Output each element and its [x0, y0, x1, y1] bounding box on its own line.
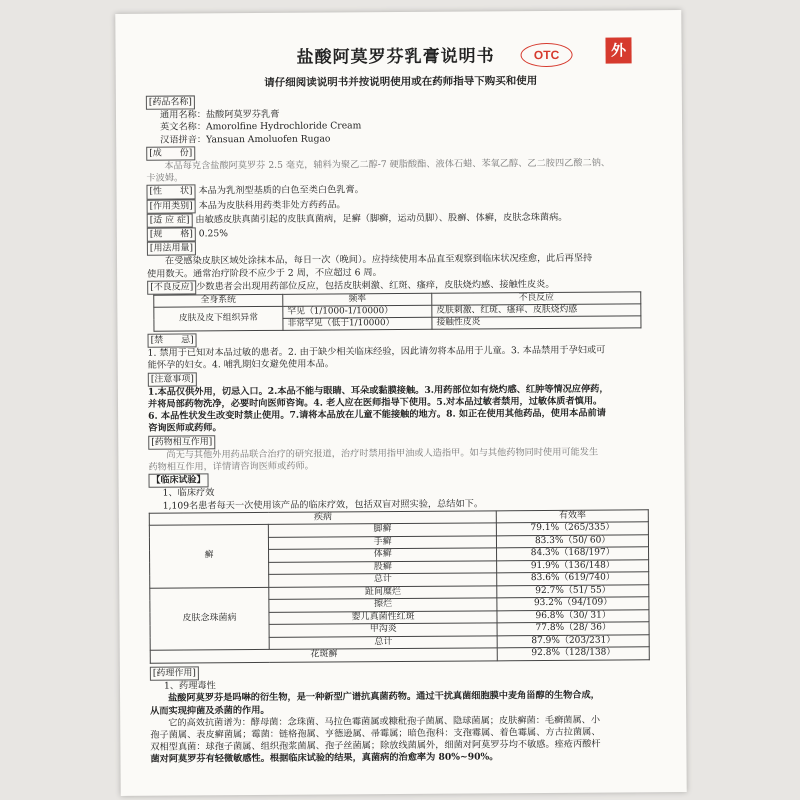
adverse-reaction: 接触性皮炎 — [432, 316, 641, 329]
external-use-badge: 外 — [605, 37, 631, 63]
section-interactions: [药物相互作用] — [148, 435, 215, 450]
section-drug-name: [药品名称] — [146, 95, 195, 110]
efficacy-rate: 79.1%（265/335） — [497, 522, 649, 536]
section-indications: [适 应 症] — [147, 213, 193, 228]
efficacy-rate: 91.9%（136/148） — [497, 560, 649, 574]
ingredients-text-2: 卡波姆。 — [146, 172, 184, 184]
adverse-frequency: 罕见（1/1000-1/10000） — [283, 305, 432, 318]
disease-name: 擦烂 — [269, 598, 497, 612]
total-rate: 87.9%（203/231） — [497, 635, 649, 649]
section-contraindications: [禁 忌] — [148, 333, 197, 348]
section-appearance: [性 状] — [146, 185, 195, 200]
interactions-text-2: 药物相互作用，详情请咨询医师或药师。 — [148, 460, 314, 473]
total-label: 总计 — [269, 636, 497, 650]
efficacy-rate: 96.8%（30/ 31） — [497, 610, 649, 624]
clinical-table — [149, 509, 650, 663]
generic-name: 通用名称：盐酸阿莫罗芬乳膏 — [159, 109, 280, 121]
total-rate: 83.6%（619/740） — [497, 572, 649, 586]
adverse-table — [153, 291, 641, 331]
usage-notice: 请仔细阅读说明书并按说明使用或在药师指导下购买和使用 — [264, 75, 538, 89]
adverse-frequency: 非常罕见（低于1/10000） — [283, 317, 432, 330]
contraindications-text: 1. 禁用于已知对本品过敏的患者。2. 由于缺少相关临床经验，因此请勿将本品用于儿童。3. 本品禁用于孕妇或可 — [147, 344, 606, 360]
section-specification: [规 格] — [147, 227, 196, 242]
document-title: 盐酸阿莫罗芬乳膏说明书 — [296, 46, 495, 68]
adverse-header-frequency: 频率 — [283, 293, 432, 306]
disease-name: 手癣 — [268, 536, 496, 550]
efficacy-rate: 92.7%（51/ 55） — [497, 585, 649, 599]
efficacy-rate: 77.8%（28/ 36） — [497, 622, 649, 636]
section-pharmacology: [药理作用] — [150, 666, 199, 681]
pityriasis-label: 花斑癣 — [150, 648, 497, 663]
indications-text: 由敏感皮肤真菌引起的皮肤真菌病，足癣（脚癣，运动员脚）、股癣、体癣，皮肤念珠菌病。 — [195, 211, 568, 226]
pharmacology-text-3: 它的高效抗菌谱为：酵母菌：念珠菌、马拉色霉菌属或糠秕孢子菌属、隐球菌属；皮肤癣菌：毛癣菌属、小 — [168, 714, 601, 729]
contraindications-text-2: 能怀孕的妇女。4. 哺乳期妇女避免使用本品。 — [147, 358, 335, 372]
disease-name: 体癣 — [269, 548, 497, 562]
pityriasis-rate: 92.8%（128/138） — [498, 647, 650, 661]
english-name: 英文名称：Amorolfine Hydrochloride Cream — [160, 120, 362, 134]
pharmacology-text: 盐酸阿莫罗芬是吗啉的衍生物，是一种新型广谱抗真菌药物。通过干扰真菌细胞膜中麦角甾醇的生物合成， — [168, 689, 600, 704]
disease-name: 脚癣 — [268, 523, 496, 537]
precautions-text-3: 6. 本品性状发生改变时禁止使用。7.请将本品放在儿童不能接触的地方。8. 如正在使用其他药品，使用本品前请 — [148, 407, 606, 423]
usage-text: 在受感染皮肤区域处涂抹本品，每日一次（晚间）。应持续使用本品直至观察到临床状况痊愈，此后再坚持 — [164, 253, 593, 268]
section-clinical: 【临床试验】 — [148, 474, 208, 489]
section-usage: [用法用量] — [147, 242, 196, 257]
section-adverse: [不良反应] — [147, 280, 196, 295]
adverse-system: 皮肤及皮下组织异常 — [154, 306, 283, 331]
disease-name: 甲沟炎 — [269, 623, 497, 637]
pinyin-name: 汉语拼音：Yansuan Amoluofen Rugao — [160, 133, 331, 146]
adverse-intro: 少数患者会出现用药部位反应，包括皮肤刺激、红斑、瘙痒，皮肤烧灼感、接触性皮炎。 — [196, 278, 555, 293]
efficacy-rate: 84.3%（168/197） — [497, 547, 649, 561]
clinical-header-disease: 疾病 — [149, 511, 496, 526]
efficacy-rate: 83.3%（50/ 60） — [497, 535, 649, 549]
leaflet-sheet — [115, 10, 686, 796]
pharmacology-text-2: 从而实现抑菌及杀菌的作用。 — [150, 704, 270, 717]
ingredients-text: 本品每克含盐酸阿莫罗芬 2.5 毫克，辅料为聚乙二醇-7 硬脂酸酯、液体石蜡、苯氧乙醇、乙二胺四乙酸二钠、 — [164, 157, 611, 172]
usage-text-2: 使用数天。通常治疗阶段不应少于 2 周，不应超过 6 周。 — [147, 266, 382, 280]
disease-name: 趾间糜烂 — [269, 586, 497, 600]
otc-badge: OTC — [520, 43, 572, 67]
pharmacology-text-4: 孢子菌属、表皮癣菌属；霉菌：链格孢属、亨德逊属、帚霉属；暗色孢科：支孢霉属、着色霉属、方古拉菌属、 — [150, 726, 601, 741]
clinical-intro: 1,109名患者每天一次使用该产品的临床疗效，包括双盲对照实验，总结如下。 — [162, 498, 484, 512]
adverse-header-reaction: 不良反应 — [432, 292, 641, 305]
adverse-reaction: 皮肤刺激、红斑、瘙痒、皮肤烧灼感 — [432, 304, 641, 317]
adverse-header-system: 全身系统 — [154, 294, 283, 307]
specification-text: 0.25% — [198, 228, 228, 240]
precautions-text: 1.本品仅供外用，切忌入口。2.本品不能与眼睛、耳朵或黏膜接触。3.用药部位如有烧灼感、红肿等情况应停药， — [147, 383, 609, 398]
total-label: 总计 — [269, 573, 497, 587]
interactions-text: 尚无与其他外用药品联合治疗的研究报道，治疗时禁用指甲油或人造指甲。如与其他药物同时使用可能发生 — [166, 446, 599, 461]
efficacy-rate: 93.2%（94/109） — [497, 597, 649, 611]
category-text: 本品为皮肤科用药类非处方药药品。 — [198, 199, 346, 212]
section-category: [作用类别] — [147, 199, 196, 214]
clinical-subheading: 1、临床疗效 — [162, 487, 215, 500]
pharmacology-text-6: 菌对阿莫罗芬有轻微敏感性。根据临床试验的结果，真菌病的治愈率为 80%~90%。 — [150, 751, 499, 766]
precautions-text-2: 并将局部药物洗净，必要时向医师咨询。4. 老人应在医师指导下使用。5.对本品过敏者禁用，过敏体质者慎用。 — [147, 395, 603, 410]
pharmacology-subheading: 1、药理毒性 — [163, 680, 216, 692]
disease-name: 股癣 — [269, 561, 497, 575]
pharmacology-text-5: 双相型真菌：球孢子菌属、组织孢浆菌属、孢子丝菌属；除放线菌属外，细菌对阿莫罗芬均不敏感。痤疮丙酸杆 — [150, 738, 601, 753]
leaflet-body — [146, 92, 661, 766]
disease-name: 婴儿真菌性红斑 — [269, 611, 497, 625]
clinical-header-rate: 有效率 — [497, 510, 649, 524]
appearance-text: 本品为乳剂型基质的白色至类白色乳膏。 — [198, 184, 364, 197]
section-ingredients: [成 份] — [146, 146, 195, 161]
section-precautions: [注意事项] — [148, 372, 197, 387]
candida-group: 皮肤念珠菌病 — [150, 587, 269, 650]
tinea-group: 癣 — [149, 525, 268, 588]
precautions-text-4: 咨询医师或药师。 — [148, 422, 222, 435]
